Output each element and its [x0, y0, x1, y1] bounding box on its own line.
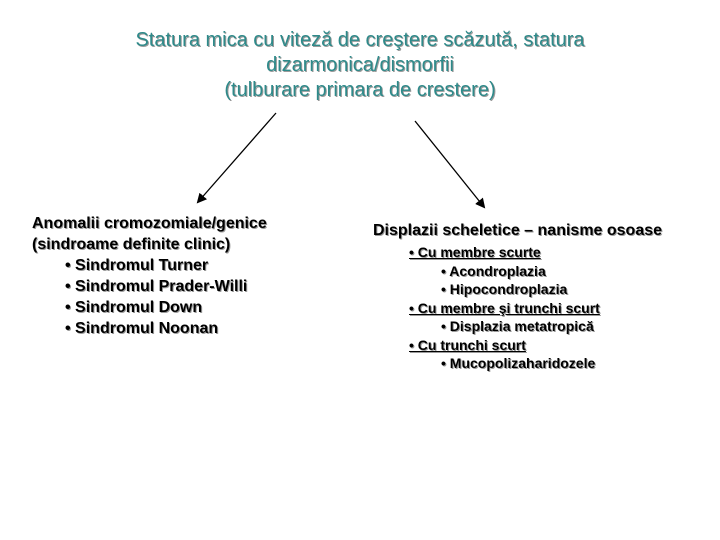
- list-item: • Sindromul Noonan: [65, 320, 219, 337]
- list-item: • Sindromul Turner: [65, 257, 209, 274]
- title-line-2: dizarmonica/dismorfii: [266, 54, 454, 76]
- title-line-3: (tulburare primara de crestere): [224, 79, 496, 101]
- left-heading-line-2: (sindroame definite clinic): [32, 236, 231, 253]
- category-short-limbs-and-trunk: • Cu membre şi trunchi scurt: [409, 299, 600, 316]
- list-item: • Displazia metatropică: [441, 318, 594, 334]
- left-heading-line-1: Anomalii cromozomiale/genice: [32, 215, 267, 232]
- arrow-to-right-branch: [415, 121, 484, 207]
- title-line-1: Statura mica cu viteză de creştere scăzută, statura: [135, 29, 585, 51]
- list-item: • Acondroplazia: [441, 262, 546, 279]
- list-item: • Sindromul Prader-Willi: [65, 278, 248, 295]
- arrow-to-left-branch: [198, 113, 276, 202]
- left-branch: [32, 213, 332, 339]
- right-branch: [373, 219, 713, 373]
- category-short-trunk: • Cu trunchi scurt: [409, 336, 526, 353]
- category-short-limbs: • Cu membre scurte: [409, 244, 541, 260]
- list-item: • Sindromul Down: [65, 299, 203, 316]
- list-item: • Hipocondroplazia: [441, 281, 568, 297]
- list-item: • Mucopolizaharidozele: [441, 355, 596, 371]
- right-heading: Displazii scheletice – nanisme osoase: [373, 222, 663, 239]
